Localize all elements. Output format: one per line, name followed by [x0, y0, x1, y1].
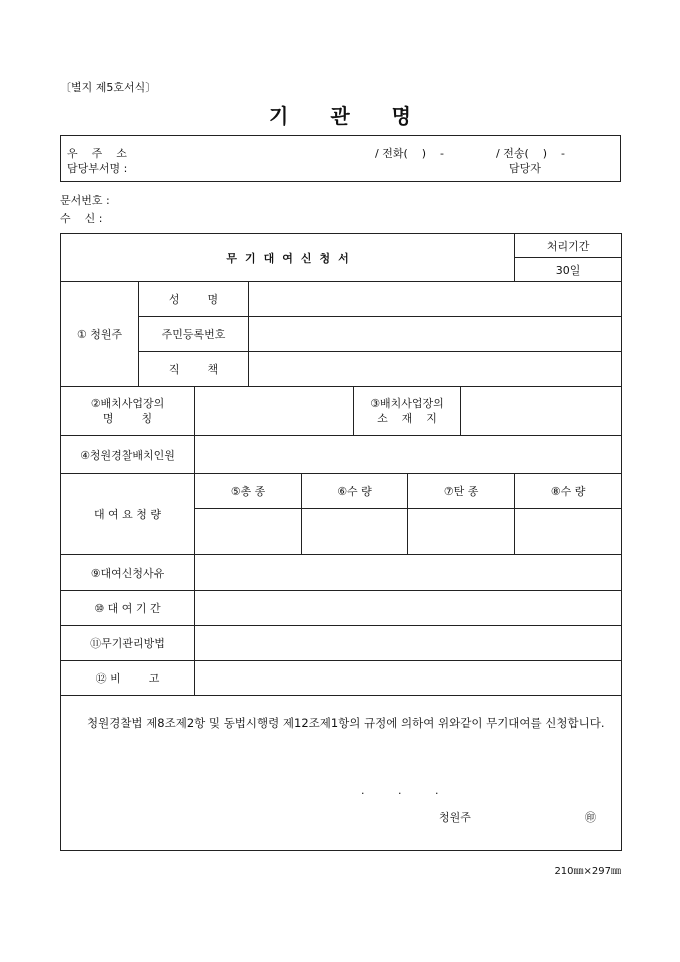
reason-field[interactable]	[195, 555, 622, 591]
org-char: 명	[391, 104, 411, 128]
form-title: 무 기 대 여 신 청 서	[61, 234, 515, 282]
organization-name	[0, 100, 680, 129]
ammo-qty-label: ⑧수 량	[515, 474, 622, 509]
date-dots: . . .	[361, 784, 439, 797]
application-form	[60, 233, 622, 851]
paper-size-label: 210㎜×297㎜	[554, 866, 621, 877]
doc-number-label: 문서번호 :	[60, 194, 110, 207]
processing-period-value: 30일	[515, 258, 622, 282]
reason-label: ⑨대여신청사유	[61, 555, 195, 591]
position-field[interactable]	[249, 352, 622, 387]
name-field[interactable]	[249, 282, 622, 317]
gun-type-label: ⑤총 종	[195, 474, 302, 509]
guards-field[interactable]	[195, 436, 622, 474]
workplace-name-field[interactable]	[195, 387, 354, 436]
gun-type-field[interactable]	[195, 509, 302, 555]
management-label: ⑪무기관리방법	[61, 626, 195, 661]
position-label: 직 책	[139, 352, 249, 387]
applicant-label: ① 청원주	[61, 282, 139, 387]
workplace-location-label: ③배치사업장의 소 재 지	[354, 387, 461, 436]
phone-field: / 전화( ) -	[375, 147, 444, 160]
resident-no-label: 주민등록번호	[139, 317, 249, 352]
declaration-text: 청원경찰법 제8조제2항 및 동법시행령 제12조제1항의 규정에 의하여 위와같이 무기대여를 신청합니다.	[87, 716, 605, 730]
workplace-name-label: ②배치사업장의 명 칭	[61, 387, 195, 436]
recipient-label: 수 신 :	[60, 212, 103, 225]
fax-field: / 전송( ) -	[496, 147, 565, 160]
applicant-sign-label: 청원주	[439, 811, 471, 824]
ammo-type-label: ⑦탄 종	[408, 474, 515, 509]
management-field[interactable]	[195, 626, 622, 661]
org-char: 관	[330, 104, 350, 128]
name-label: 성 명	[139, 282, 249, 317]
address-box	[60, 135, 621, 182]
org-char: 기	[269, 104, 289, 128]
person-in-charge-label: 담당자	[509, 162, 541, 175]
gun-qty-label: ⑥수 량	[302, 474, 408, 509]
resident-no-field[interactable]	[249, 317, 622, 352]
ammo-qty-field[interactable]	[515, 509, 622, 555]
declaration-section	[61, 696, 622, 851]
workplace-location-field[interactable]	[461, 387, 622, 436]
seal-mark: ㊞	[585, 811, 596, 824]
ammo-type-field[interactable]	[408, 509, 515, 555]
remarks-field[interactable]	[195, 661, 622, 696]
attachment-label: 〔별지 제5호서식〕	[60, 81, 157, 94]
loan-request-label: 대 여 요 청 량	[61, 474, 195, 555]
period-label: ⑩ 대 여 기 간	[61, 591, 195, 626]
address-label: 우 주 소	[67, 147, 127, 160]
gun-qty-field[interactable]	[302, 509, 408, 555]
guards-label: ④청원경찰배치인원	[61, 436, 195, 474]
department-label: 담당부서명 :	[67, 162, 128, 175]
remarks-label: ⑫ 비 고	[61, 661, 195, 696]
period-field[interactable]	[195, 591, 622, 626]
processing-period-label: 처리기간	[515, 234, 622, 258]
